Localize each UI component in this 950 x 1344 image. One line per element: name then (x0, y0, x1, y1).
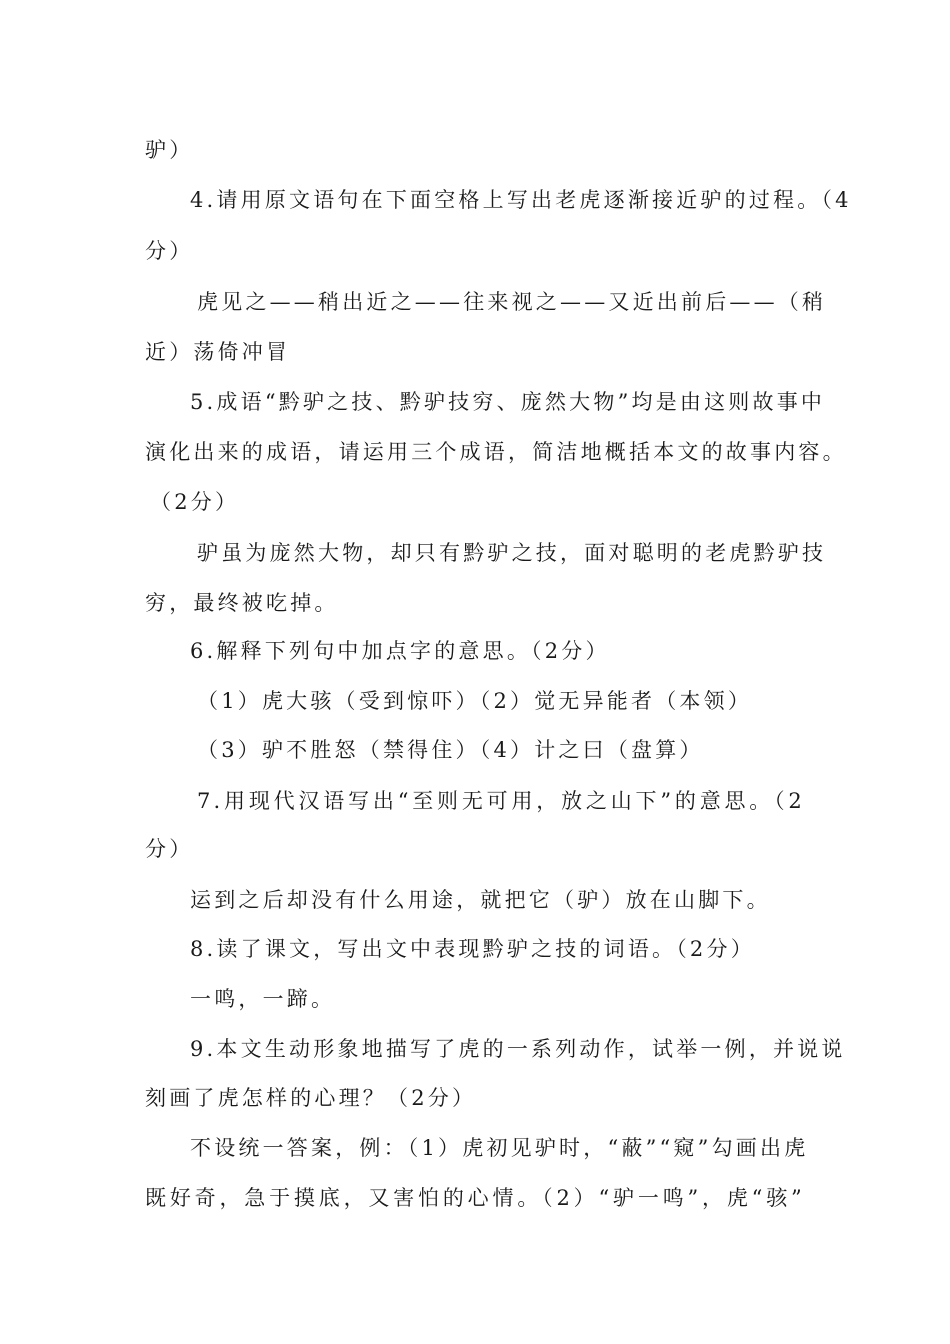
text-line: 刻画了虎怎样的心理？（2分） (145, 1086, 477, 1110)
answer-9-line-1: 不设统一答案，例：（1）虎初见驴时，“蔽”“窥”勾画出虎 (190, 1136, 809, 1160)
question-4: 4.请用原文语句在下面空格上写出老虎逐渐接近驴的过程。（4 (190, 188, 852, 212)
answer-5: 驴虽为庞然大物，却只有黔驴之技，面对聪明的老虎黔驴技 (197, 541, 827, 565)
answer-7: 运到之后却没有什么用途，就把它（驴）放在山脚下。 (190, 888, 771, 912)
question-5: 5.成语“黔驴之技、黔驴技穷、庞然大物”均是由这则故事中 (190, 390, 826, 414)
question-7: 7.用现代汉语写出“至则无可用，放之山下”的意思。（2 (197, 789, 805, 813)
question-8: 8.读了课文，写出文中表现黔驴之技的词语。（2分） (190, 937, 755, 961)
text-line: 演化出来的成语，请运用三个成语，简洁地概括本文的故事内容。 (145, 440, 847, 464)
text-line: （2分） (150, 490, 240, 514)
answer-9-line-2: 既好奇，急于摸底，又害怕的心情。（2）“驴一鸣”，虎“骇” (145, 1186, 805, 1210)
text-line: 穷，最终被吃掉。 (145, 591, 339, 615)
text-line: 驴） (145, 138, 194, 162)
text-line: 分） (145, 837, 194, 861)
text-line: 近）荡倚冲冒 (145, 340, 291, 364)
answer-4: 虎见之——稍出近之——往来视之——又近出前后——（稍 (197, 290, 827, 314)
answer-8: 一鸣，一蹄。 (190, 987, 336, 1011)
answer-6-line-2: （3）驴不胜怒（禁得住）（4）计之曰（盘算） (197, 738, 704, 762)
question-9: 9.本文生动形象地描写了虎的一系列动作，试举一例，并说说 (190, 1037, 846, 1061)
question-6: 6.解释下列句中加点字的意思。（2分） (190, 639, 610, 663)
answer-6-line-1: （1）虎大骇（受到惊吓）（2）觉无异能者（本领） (197, 689, 753, 713)
text-line: 分） (145, 239, 194, 263)
